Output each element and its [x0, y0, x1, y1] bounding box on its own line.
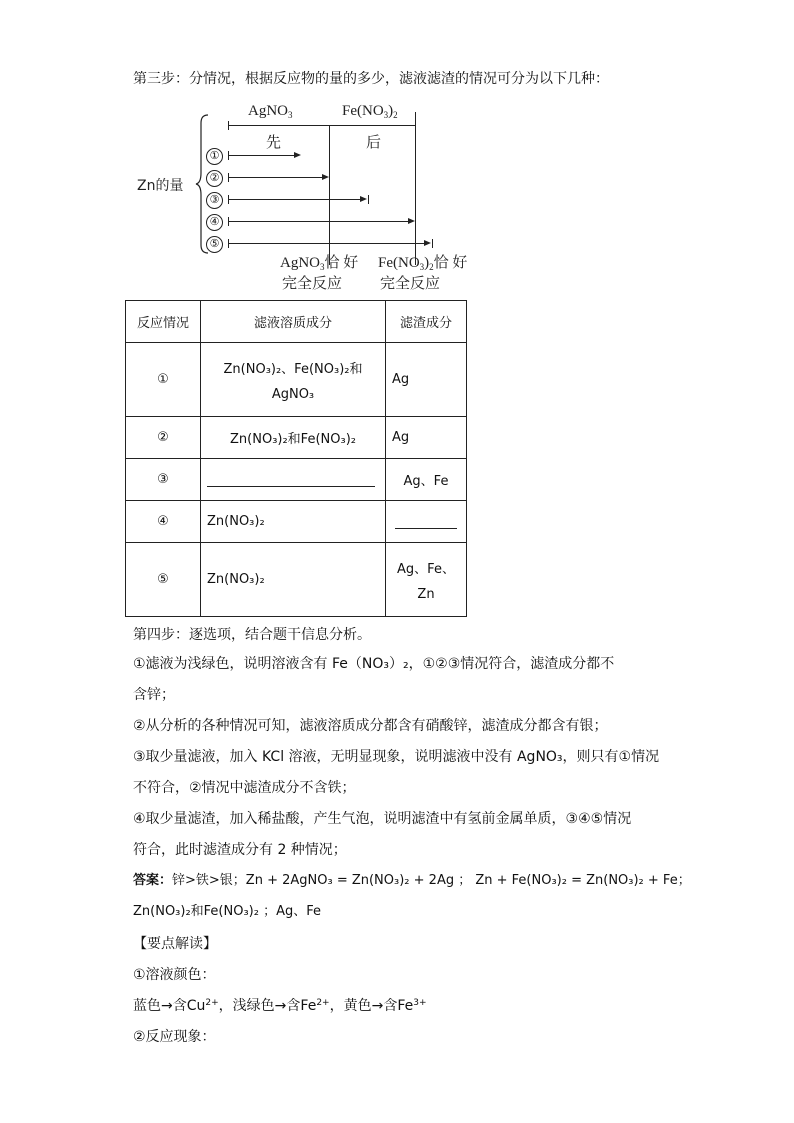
analysis-4-line2: 符合，此时滤渣成分有 2 种情况；: [133, 842, 347, 858]
feno3-label: $Fe(NO_3)_2$: [342, 103, 398, 120]
arrow-5-head: [424, 240, 431, 246]
case-cell: ④: [126, 501, 201, 543]
feno3-complete-label: $Fe(NO_3)_2$恰 好: [378, 255, 468, 272]
table-header-row: [126, 301, 467, 343]
residue-cell: Ag、Fe: [386, 459, 467, 501]
arrow-3-end-tick: [368, 195, 369, 204]
solute-cell: [201, 343, 386, 417]
table-row: [126, 417, 467, 459]
after-label: 后: [366, 135, 382, 151]
residue-blank-cell: [386, 501, 467, 543]
reaction-table: [125, 300, 467, 617]
case-cell: ⑤: [126, 543, 201, 617]
analysis-1-line2: 含锌；: [133, 687, 175, 703]
header-solute: 滤液溶质成分: [201, 301, 386, 343]
agno3-divider: [329, 125, 330, 265]
residue-line: Zn: [417, 586, 435, 602]
residue-cell: [386, 543, 467, 617]
top-scale-tick: [228, 121, 229, 130]
residue-answer-blank[interactable]: [395, 514, 457, 529]
case-cell: ②: [126, 417, 201, 459]
reaction-order-diagram: [130, 95, 510, 295]
keypoint-1: ①溶液颜色：: [133, 967, 216, 983]
arrow-5-line: [228, 243, 424, 244]
analysis-1-line1: ①滤液为浅绿色，说明溶液含有 Fe（NO₃）₂，①②③情况符合，滤渣成分都不: [133, 656, 615, 672]
zn-amount-label: Zn的量: [137, 178, 184, 194]
first-label: 先: [266, 135, 282, 151]
arrow-5-end-tick: [432, 239, 433, 248]
solute-answer-blank[interactable]: [207, 472, 375, 487]
case-cell: ①: [126, 343, 201, 417]
arrow-4-line: [228, 221, 408, 222]
analysis-3-line1: ③取少量滤液，加入 KCl 溶液，无明显现象，说明滤液中没有 AgNO₃，则只有①情况: [133, 749, 660, 765]
solute-blank-cell: [201, 459, 386, 501]
step4-text: 第四步：逐选项，结合题干信息分析。: [133, 627, 371, 643]
analysis-2: ②从分析的各种情况可知，滤液溶质成分都含有硝酸锌，滤渣成分都含有银；: [133, 718, 608, 734]
residue-line: Ag、Fe、: [397, 561, 455, 577]
solute-cell: Zn(NO₃)₂: [201, 501, 386, 543]
top-scale-line: [228, 125, 415, 126]
arrow-1-head: [294, 152, 301, 158]
arrow-4-head: [408, 218, 415, 224]
arrow-3-head: [360, 196, 367, 202]
analysis-4-line1: ④取少量滤渣，加入稀盐酸，产生气泡，说明滤渣中有氢前金属单质，③④⑤情况: [133, 811, 632, 827]
residue-cell: Ag: [386, 343, 467, 417]
agno3-label: AgNO$_3$: [248, 103, 293, 120]
feno3-complete-line2: 完全反应: [380, 276, 441, 292]
case-2-marker: ②: [206, 170, 223, 187]
arrow-2-line: [228, 177, 322, 178]
keypoints-title: 【要点解读】: [133, 936, 217, 952]
case-1-marker: ①: [206, 148, 223, 165]
agno3-complete-label: AgNO$_3$恰 好: [280, 255, 359, 272]
solute-line: Zn(NO₃)₂、Fe(NO₃)₂和: [223, 361, 363, 377]
step3-text: 第三步：分情况，根据反应物的量的多少，滤液滤渣的情况可分为以下几种：: [133, 71, 609, 87]
answer-label: 答案：: [133, 873, 173, 888]
arrow-2-head: [322, 174, 329, 180]
analysis-3-line2: 不符合，②情况中滤渣成分不含铁；: [133, 780, 356, 796]
case-4-marker: ④: [206, 214, 223, 231]
case-cell: ③: [126, 459, 201, 501]
case-5-marker: ⑤: [206, 236, 223, 253]
table-row: [126, 543, 467, 617]
case-3-marker: ③: [206, 192, 223, 209]
answer-line2: Zn(NO₃)₂和Fe(NO₃)₂ ；Ag、Fe: [133, 904, 321, 919]
agno3-complete-line2: 完全反应: [282, 276, 343, 292]
solute-cell: Zn(NO₃)₂: [201, 543, 386, 617]
answer-text: 锌>铁>银；Zn + 2AgNO₃ = Zn(NO₃)₂ + 2Ag ； Zn + Fe(NO₃)₂ = Zn(NO₃)₂ + Fe；: [172, 873, 691, 888]
answer-line1: [133, 871, 691, 891]
solution-colors: 蓝色→含$Cu^{2+}$，浅绿色→含$Fe^{2+}$，黄色→含$Fe^{3+}$: [133, 998, 427, 1014]
arrow-3-line: [228, 199, 360, 200]
header-case: 反应情况: [126, 301, 201, 343]
solute-cell: Zn(NO₃)₂和Fe(NO₃)₂: [201, 417, 386, 459]
solute-line: AgNO₃: [271, 386, 315, 402]
table-row: [126, 343, 467, 417]
arrow-1-line: [228, 155, 294, 156]
table-row: [126, 459, 467, 501]
keypoint-2: ②反应现象：: [133, 1029, 216, 1045]
table-row: [126, 501, 467, 543]
header-residue: 滤渣成分: [386, 301, 467, 343]
residue-cell: Ag: [386, 417, 467, 459]
